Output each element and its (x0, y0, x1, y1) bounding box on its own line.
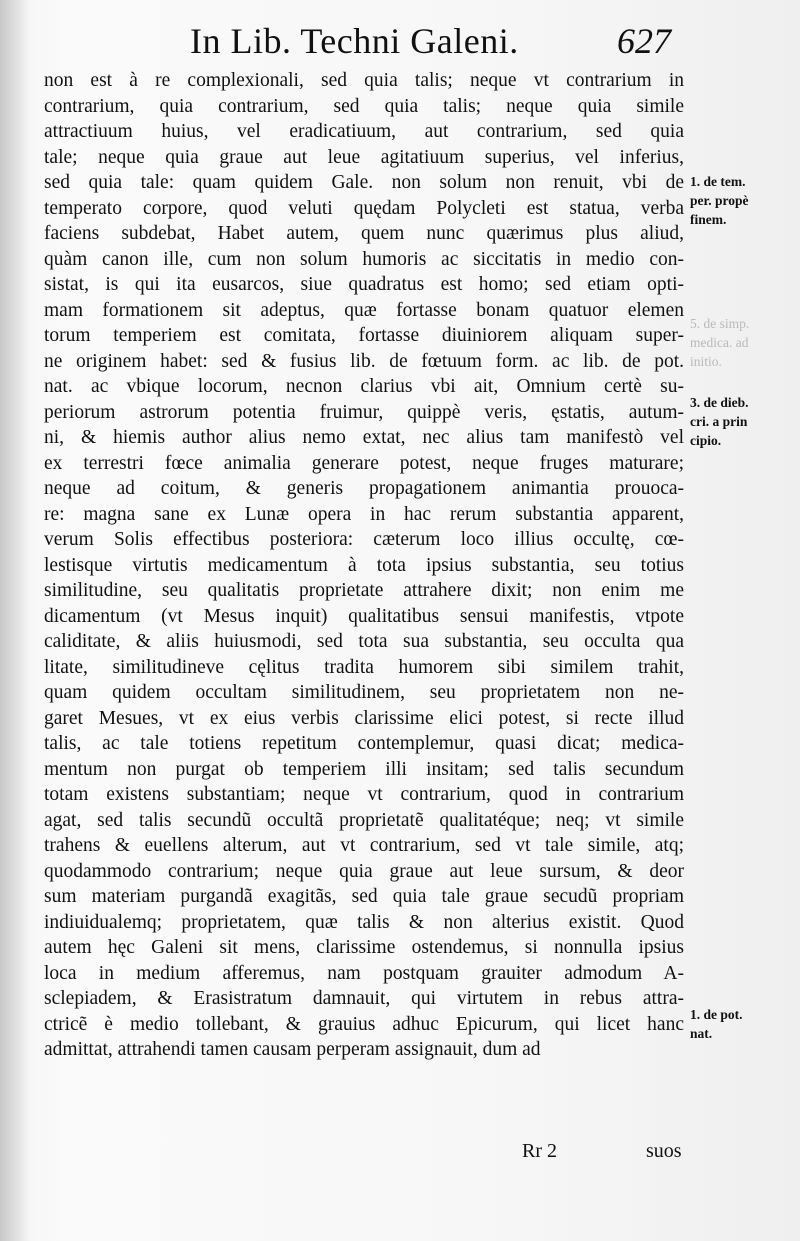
text-line: autem hęc Galeni sit mens, clarissime ostendemus, si nonnulla ipsius (44, 937, 684, 958)
text-line: re: magna sane ex Lunæ opera in hac rerum substantia apparent, (44, 503, 684, 525)
text-line: sum materiam purgandã exagitãs, sed quia tale graue secudũ propriam (44, 886, 684, 907)
text-line: ctricẽ è medio tollebant, & grauius adhuc Epicurum, qui licet hanc (44, 1013, 684, 1035)
text-line: tale; neque quia graue aut leue agitatiuum superius, vel inferius, (44, 146, 684, 168)
margin-note-temperament: 1. de tem. per. propè finem. (690, 174, 749, 227)
text-line: lestisque virtutis medicamentum à tota ipsius substantia, seu totius (44, 554, 684, 576)
text-line: admittat, attrahendi tamen causam perperam assignauit, dum ad (44, 1039, 541, 1060)
text-line: ni, & hiemis author alius nemo extat, nec alius tam manifestò vel (44, 427, 684, 448)
text-line: similitudine, seu qualitatis proprietate attrahere dixit; non enim me (44, 580, 684, 601)
margin-note-critical-days: 3. de dieb. cri. a prin cipio. (690, 395, 749, 448)
text-line: ex terrestri fœce animalia generare potest, neque fruges maturare; (44, 452, 684, 474)
text-line: talis, ac tale totiens repetitum contemplemur, quasi dicat; medica- (44, 733, 684, 754)
text-line: nat. ac vbique locorum, necnon clarius vbi ait, Omnium certè su- (44, 376, 684, 397)
text-line: indiuidualemq; proprietatem, quæ talis & non alterius existit. Quod (44, 911, 684, 933)
text-line: neque ad coitum, & generis propagationem animantia prouoca- (44, 478, 684, 499)
catchword: suos (646, 1140, 682, 1162)
margin-note-show-through: 5. de simp. medica. ad initio. (690, 316, 750, 369)
page-header (0, 14, 800, 66)
signature-mark: Rr 2 (522, 1140, 557, 1162)
text-line: sistat, is qui ita eusarcos, siue quadratus est homo; sed etiam opti- (44, 274, 684, 295)
text-line: totam existens substantiam; neque vt contrarium, quod in contrarium (44, 784, 684, 805)
text-line: mentum non purgat ob temperiem illi insitam; sed talis secundum (44, 758, 684, 780)
text-line: trahens & euellens alterum, aut vt contrarium, sed vt tale simile, atq; (44, 835, 684, 856)
text-line: mam formationem sit adeptus, quæ fortasse bonam quatuor elemen (44, 299, 684, 321)
text-line: attractiuum huius, vel eradicatiuum, aut contrarium, sed quia (44, 121, 684, 142)
text-line: sed quia tale: quam quidem Gale. non solum non renuit, vbi de (44, 172, 684, 193)
text-line: quàm canon ille, cum non solum humoris ac siccitatis in medio con- (44, 248, 684, 270)
text-line: loca in medium afferemus, nam postquam grauiter admodum A- (44, 962, 684, 984)
body-text (44, 68, 684, 1063)
text-line: verum Solis effectibus posteriora: cæterum loco illius occultę, cœ- (44, 529, 684, 550)
text-line: torum temperiem est comitata, fortasse diuiniorem aliquam super- (44, 325, 684, 346)
margin-note-natural-powers: 1. de pot. nat. (690, 1007, 743, 1041)
page-number: 627 (617, 21, 671, 61)
running-title: In Lib. Techni Galeni. (190, 21, 519, 61)
text-line: faciens subdebat, Habet autem, quem nunc quærimus plus aliud, (44, 223, 684, 244)
text-line: non est à re complexionali, sed quia talis; neque vt contrarium in (44, 70, 684, 91)
text-line: sclepiadem, & Erasistratum damnauit, qui virtutem in rebus attra- (44, 988, 684, 1009)
gutter-shadow (0, 0, 30, 1241)
text-line: temperato corpore, quod veluti quędam Polycleti est statua, verba (44, 197, 684, 219)
text-line: agat, sed talis secundũ occultã proprietatẽ qualitatéque; neq; vt simile (44, 809, 684, 831)
text-line: garet Mesues, vt ex eius verbis clarissime elici potest, si recte illud (44, 707, 684, 729)
text-line: periorum astrorum potentia fruimur, quippè veris, ęstatis, autum- (44, 401, 684, 423)
text-line: ne originem habet: sed & fusius lib. de fœtuum form. ac lib. de pot. (44, 350, 684, 372)
page-footer (44, 1140, 684, 1170)
text-line: caliditate, & aliis huiusmodi, sed tota sua substantia, seu occulta qua (44, 631, 684, 652)
text-line: quodammodo contrarium; neque quia graue aut leue sursum, & deor (44, 860, 684, 882)
text-line: quam quidem occultam similitudinem, seu proprietatem non ne- (44, 682, 684, 703)
text-line: litate, similitudineve cęlitus tradita humorem sibi similem trahit, (44, 656, 684, 678)
text-line: dicamentum (vt Mesus inquit) qualitatibus sensui manifestis, vtpote (44, 605, 684, 627)
text-line: contrarium, quia contrarium, sed quia talis; neque quia simile (44, 95, 684, 117)
